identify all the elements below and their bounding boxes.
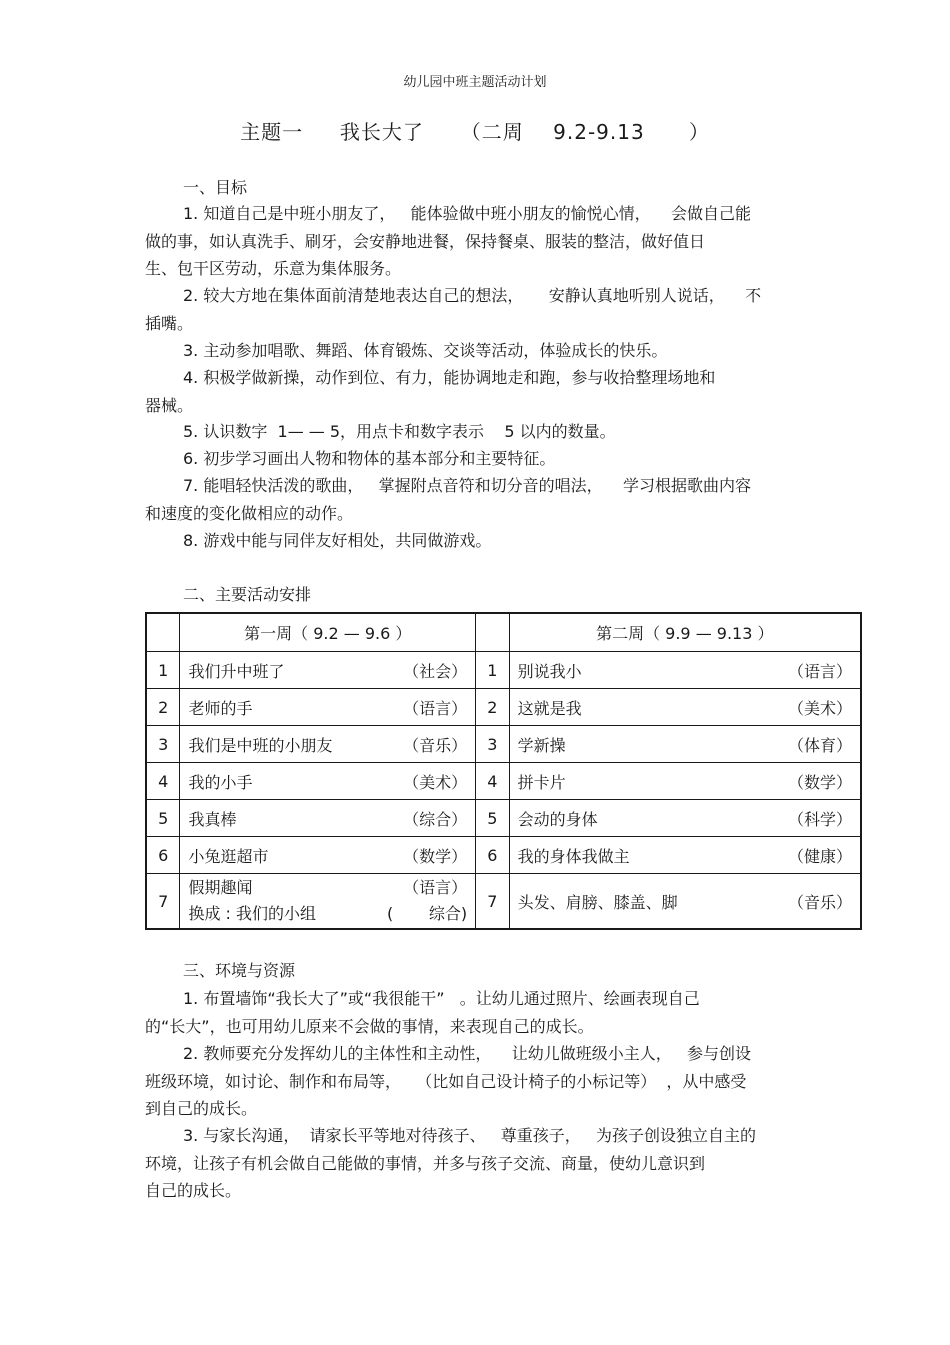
goal-line: 1. 知道自己是中班小朋友了， 能体验做中班小朋友的愉悦心情， 会做自己能	[183, 204, 751, 223]
activity-name: 拼卡片	[517, 772, 566, 792]
env-item-2	[145, 1040, 805, 1123]
goal-item-6	[145, 445, 805, 473]
row-number: 2	[476, 689, 509, 726]
row-number: 5	[146, 800, 180, 837]
activity-subject: （音乐）	[787, 892, 852, 912]
week2-header: 第二周（ 9.9 — 9.13 ）	[509, 613, 861, 652]
goal-line: 8. 游戏中能与同伴友好相处，共同做游戏。	[183, 531, 492, 550]
environment-heading: 三、环境与资源	[183, 961, 296, 980]
activity-subject: （语言）	[787, 661, 852, 681]
env-line: 到自己的成长。	[145, 1099, 258, 1118]
row-number: 5	[476, 800, 509, 837]
goal-line: 做的事，如认真洗手、刷牙，会安静地进餐，保持餐桌、服装的整洁，做好值日	[145, 231, 706, 251]
goal-line: 7. 能唱轻快活泼的歌曲， 掌握附点音符和切分音的唱法， 学习根据歌曲内容	[183, 476, 751, 495]
env-item-3	[145, 1122, 805, 1205]
activity-cell	[180, 763, 476, 800]
row-number: 1	[476, 652, 509, 689]
env-line: 3. 与家长沟通， 请家长平等地对待孩子、 尊重孩子， 为孩子创设独立自主的	[183, 1126, 757, 1145]
row-number: 7	[146, 874, 180, 930]
row-number: 2	[146, 689, 180, 726]
table-row	[146, 800, 861, 837]
table-row	[146, 763, 861, 800]
activity-subject: （美术）	[403, 772, 468, 792]
goal-item-2	[145, 282, 805, 337]
week1-header: 第一周（ 9.2 — 9.6 ）	[180, 613, 476, 652]
goal-item-3	[145, 337, 805, 365]
activity-cell	[180, 837, 476, 874]
activity-cell	[180, 689, 476, 726]
table-cell	[476, 613, 509, 652]
activity-cell	[509, 689, 861, 726]
activity-cell	[509, 800, 861, 837]
row-number: 4	[476, 763, 509, 800]
goal-line: 5. 认识数字 1— — 5，用点卡和数字表示 5 以内的数量。	[183, 422, 616, 441]
goal-item-8	[145, 527, 805, 555]
activity-subject: （语言）	[403, 698, 468, 718]
table-row	[146, 874, 861, 930]
activity-subject: （美术）	[787, 698, 852, 718]
activity-cell	[180, 874, 476, 930]
activity-name: 老师的手	[188, 698, 253, 718]
env-line: 自己的成长。	[145, 1181, 242, 1200]
table-row	[146, 837, 861, 874]
activity-name: 假期趣闻	[188, 878, 253, 897]
row-number: 4	[146, 763, 180, 800]
env-line: 2. 教师要充分发挥幼儿的主体性和主动性， 让幼儿做班级小主人， 参与创设	[183, 1044, 751, 1063]
activity-name: 小兔逛超市	[188, 846, 269, 866]
table-row	[146, 689, 861, 726]
activity-replacement-subject: ( 综合)	[387, 904, 468, 923]
env-line: 环境，让孩子有机会做自己能做的事情，并多与孩子交流、商量，使幼儿意识到	[145, 1153, 706, 1173]
activity-name: 学新操	[517, 735, 566, 755]
activity-subject: （语言）	[403, 878, 468, 897]
activity-name: 我真棒	[188, 809, 237, 829]
table-cell	[146, 613, 180, 652]
env-item-1	[145, 985, 805, 1040]
activity-subject: （数学）	[787, 772, 852, 792]
activity-name: 我的小手	[188, 772, 253, 792]
activity-cell	[180, 652, 476, 689]
table-header-row	[146, 613, 861, 652]
activity-cell	[509, 874, 861, 930]
page-header: 幼儿园中班主题活动计划	[403, 75, 547, 90]
row-number: 1	[146, 652, 180, 689]
activity-cell	[509, 652, 861, 689]
goal-line: 6. 初步学习画出人物和物体的基本部分和主要特征。	[183, 449, 556, 468]
row-number: 6	[476, 837, 509, 874]
activity-subject: （体育）	[787, 735, 852, 755]
activity-cell	[180, 800, 476, 837]
goal-line: 生、包干区劳动，乐意为集体服务。	[145, 259, 402, 278]
activities-heading: 二、主要活动安排	[183, 585, 312, 604]
goal-line: 2. 较大方地在集体面前清楚地表达自己的想法， 安静认真地听别人说话， 不	[183, 286, 762, 305]
goal-item-4	[145, 364, 805, 419]
goal-item-1	[145, 200, 805, 283]
activity-cell	[180, 726, 476, 763]
activity-subject: （科学）	[787, 809, 852, 829]
row-number: 7	[476, 874, 509, 930]
activity-subject: （健康）	[787, 846, 852, 866]
activity-schedule-table	[145, 612, 862, 930]
activity-name: 别说我小	[517, 661, 582, 681]
goal-line: 4. 积极学做新操，动作到位、有力，能协调地走和跑，参与收拾整理场地和	[183, 368, 716, 387]
goal-line: 器械。	[145, 395, 194, 415]
goal-item-7	[145, 472, 805, 527]
goal-line: 和速度的变化做相应的动作。	[145, 503, 354, 523]
activity-cell	[509, 763, 861, 800]
activity-name: 我的身体我做主	[517, 846, 630, 866]
table-row	[146, 652, 861, 689]
goal-line: 插嘴。	[145, 313, 194, 333]
table-row	[146, 726, 861, 763]
row-number: 3	[476, 726, 509, 763]
goal-item-5	[145, 418, 805, 446]
env-line: 1. 布置墙饰“我长大了”或“我很能干” 。让幼儿通过照片、绘画表现自己	[183, 989, 700, 1008]
activity-name: 会动的身体	[517, 809, 598, 829]
activity-name: 我们是中班的小朋友	[188, 735, 333, 755]
row-number: 3	[146, 726, 180, 763]
activity-cell	[509, 726, 861, 763]
activity-name: 我们升中班了	[188, 661, 285, 681]
env-line: 班级环境，如讨论、制作和布局等， （比如自己设计椅子的小标记等） ，从中感受	[145, 1071, 747, 1091]
goals-heading: 一、目标	[183, 178, 248, 197]
page-title: 主题一 我长大了 （二周 9.2-9.13 ）	[240, 120, 710, 144]
activity-replacement-name: 换成 : 我们的小组	[188, 904, 317, 923]
row-number: 6	[146, 837, 180, 874]
activity-cell	[509, 837, 861, 874]
env-line: 的“长大”，也可用幼儿原来不会做的事情，来表现自己的成长。	[145, 1016, 594, 1036]
activity-subject: （综合）	[403, 809, 468, 829]
activity-subject: （社会）	[403, 661, 468, 681]
activity-name: 头发、肩膀、膝盖、脚	[517, 892, 678, 912]
activity-name: 这就是我	[517, 698, 582, 718]
goal-line: 3. 主动参加唱歌、舞蹈、体育锻炼、交谈等活动，体验成长的快乐。	[183, 341, 668, 360]
activity-subject: （音乐）	[403, 735, 468, 755]
activity-subject: （数学）	[403, 846, 468, 866]
